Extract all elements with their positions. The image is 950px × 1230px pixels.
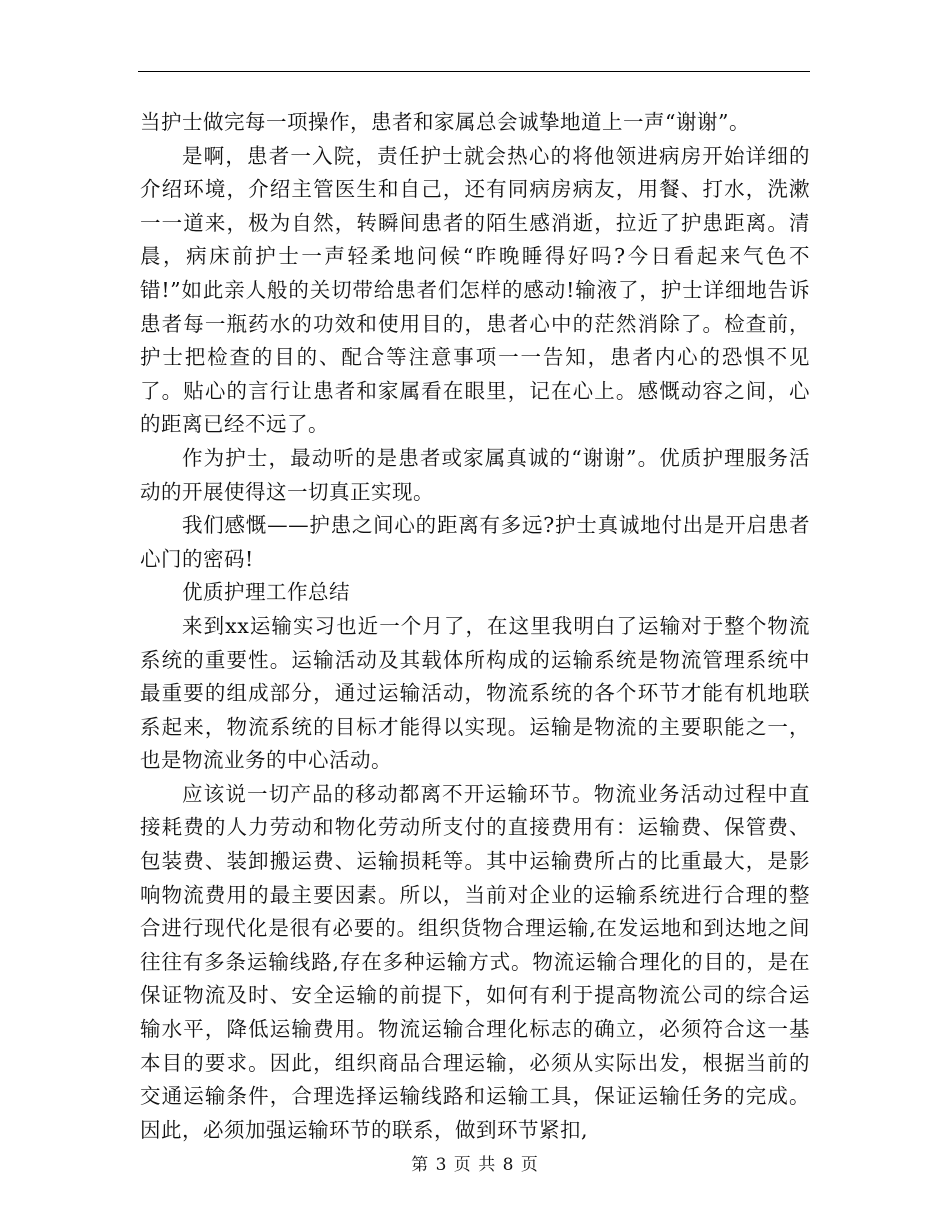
paragraph: 是啊，患者一入院，责任护士就会热心的将他领进病房开始详细的介绍环境，介绍主管医生和自己，还有同病房病友，用餐、打水，洗漱一一道来，极为自然，转瞬间患者的陌生感消逝，拉近了护患距离。清晨，病床前护士一声轻柔地问候“昨晚睡得好吗?今日看起来气色不错!”如此亲人般的关切带给患者们怎样的感动!输液了，护士详细地告诉患者每一瓶药水的功效和使用目的，患者心中的茫然消除了。检查前，护士把检查的目的、配合等注意事项一一告知，患者内心的恐惧不见了。贴心的言行让患者和家属看在眼里，记在心上。感慨动容之间，心的距离已经不远了。 <box>140 143 810 437</box>
paragraph: 当护士做完每一项操作，患者和家属总会诚挚地道上一声“谢谢”。 <box>140 110 750 134</box>
paragraph: 我们感慨——护患之间心的距离有多远?护士真诚地付出是开启患者心门的密码! <box>140 513 810 571</box>
page-number-footer: 第 3 页 共 8 页 <box>411 1155 539 1175</box>
paragraph: 作为护士，最动听的是患者或家属真诚的“谢谢”。优质护理服务活动的开展使得这一切真正实现。 <box>140 445 810 504</box>
section-heading: 优质护理工作总结 <box>182 580 350 605</box>
paragraph: 来到xx运输实习也近一个月了，在这里我明白了运输对于整个物流系统的重要性。运输活动及其载体所构成的运输系统是物流管理系统中最重要的组成部分，通过运输活动，物流系统的各个环节才能有机地联系起来，物流系统的目标才能得以实现。运输是物流的主要职能之一，也是物流业务的中心活动。 <box>140 613 810 773</box>
paragraph: 应该说一切产品的移动都离不开运输环节。物流业务活动过程中直接耗费的人力劳动和物化劳动所支付的直接费用有：运输费、保管费、包装费、装卸搬运费、运输损耗等。其中运输费所占的比重最大，是影响物流费用的最主要因素。所以，当前对企业的运输系统进行合理的整合进行现代化是很有必要的。组织货物合理运输,在发运地和到达地之间往往有多条运输线路,存在多种运输方式。物流运输合理化的目的，是在保证物流及时、安全运输的前提下，如何有利于提高物流公司的综合运输水平，降低运输费用。物流运输合理化标志的确立，必须符合这一基本目的要求。因此，组织商品合理运输，必须从实际出发，根据当前的交通运输条件，合理选择运输线路和运输工具，保证运输任务的完成。因此，必须加强运输环节的联系，做到环节紧扣, <box>140 781 810 1142</box>
header-rule <box>138 71 810 72</box>
document-body <box>140 106 810 1147</box>
